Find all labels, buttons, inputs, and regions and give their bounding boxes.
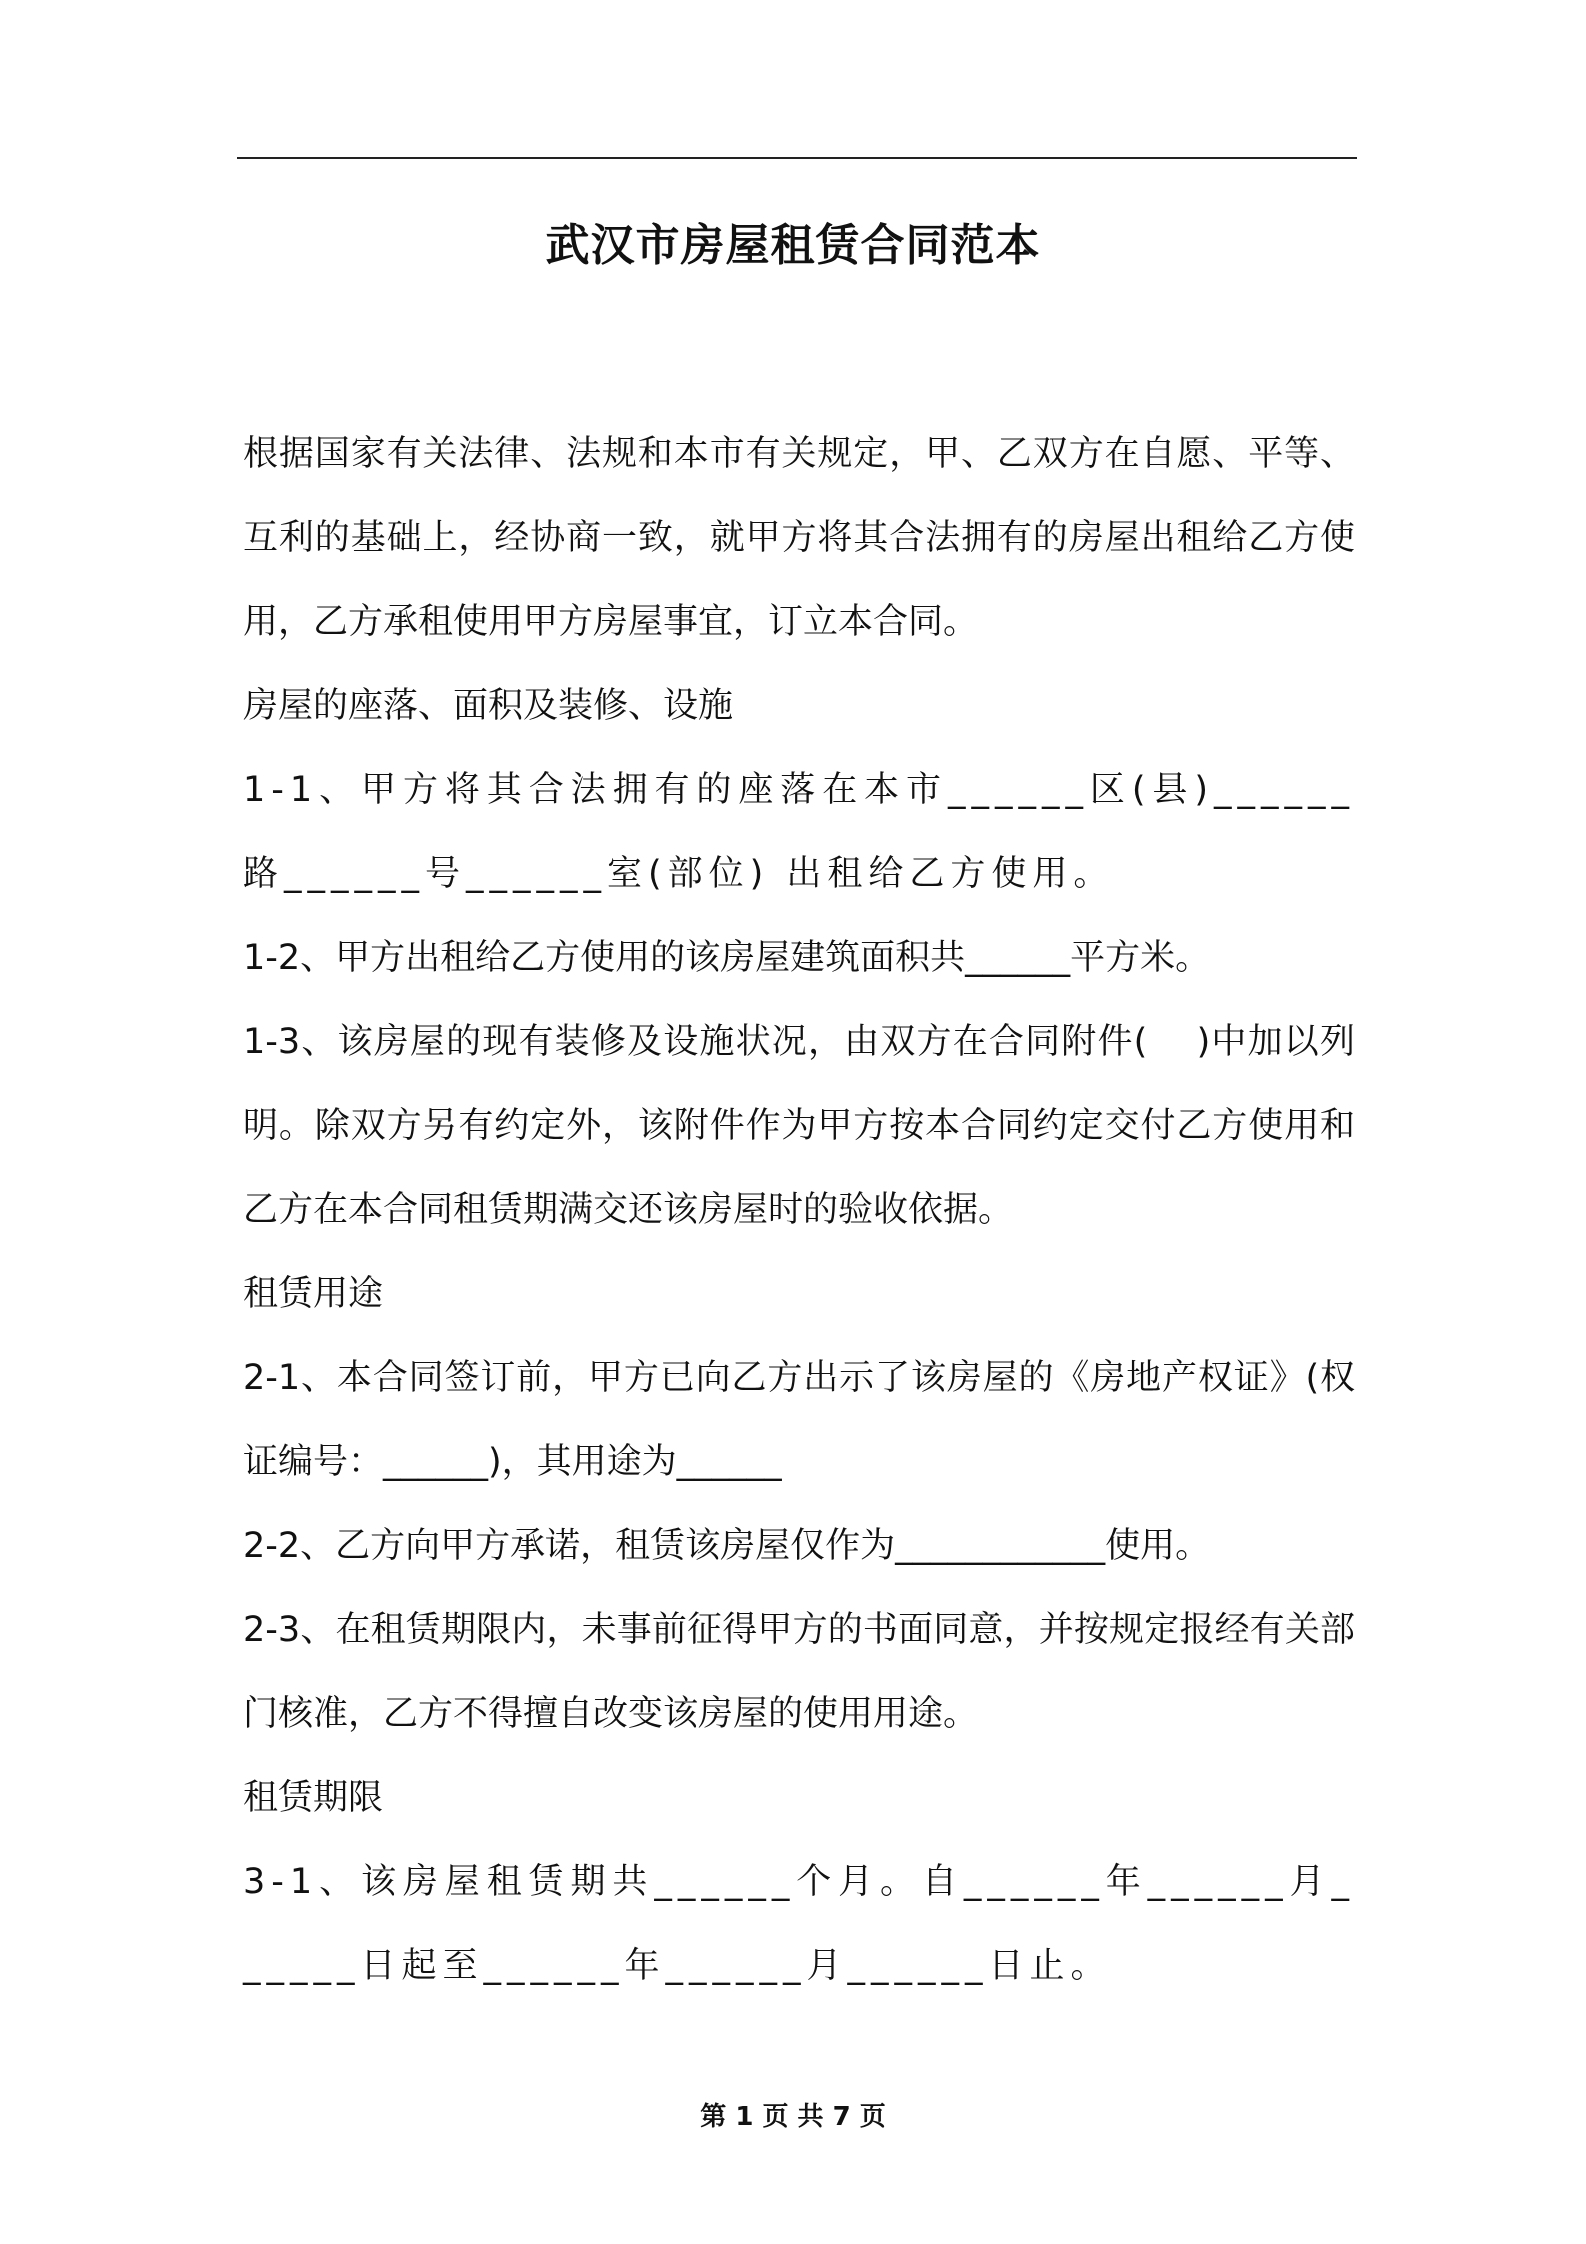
clause-1-1: 1-1、甲方将其合法拥有的座落在本市______区(县)______路______号______室(部位) 出租给乙方使用。: [243, 770, 1355, 894]
clause-2-2: 2-2、乙方向甲方承诺，租赁该房屋仅作为____________使用。: [243, 1526, 1211, 1566]
section-heading-usage: 租赁用途: [243, 1274, 384, 1314]
clause-1-2: 1-2、甲方出租给乙方使用的该房屋建筑面积共______平方米。: [243, 938, 1211, 978]
clause-3-1: 3-1、该房屋租赁期共______个月。自______年______月______日起至______年______月______日止。: [243, 1862, 1355, 1986]
document-body: [243, 412, 1355, 2008]
clause-2-3: 2-3、在租赁期限内，未事前征得甲方的书面同意，并按规定报经有关部门核准，乙方不得擅自改变该房屋的使用用途。: [243, 1610, 1355, 1734]
intro-paragraph: 根据国家有关法律、法规和本市有关规定，甲、乙双方在自愿、平等、互利的基础上，经协商一致，就甲方将其合法拥有的房屋出租给乙方使用，乙方承租使用甲方房屋事宜，订立本合同。: [243, 434, 1355, 642]
clause-1-3: 1-3、该房屋的现有装修及设施状况，由双方在合同附件( )中加以列明。除双方另有约定外，该附件作为甲方按本合同约定交付乙方使用和乙方在本合同租赁期满交还该房屋时的验收依据。: [243, 1022, 1355, 1230]
header-rule: [237, 157, 1357, 159]
clause-2-1: 2-1、本合同签订前，甲方已向乙方出示了该房屋的《房地产权证》(权证编号：______)，其用途为______: [243, 1358, 1355, 1482]
section-heading-term: 租赁期限: [243, 1778, 384, 1818]
document-title: 武汉市房屋租赁合同范本: [545, 220, 1041, 271]
page-number-footer: 第 1 页 共 7 页: [700, 2102, 886, 2132]
section-heading-premises: 房屋的座落、面积及装修、设施: [243, 686, 734, 726]
